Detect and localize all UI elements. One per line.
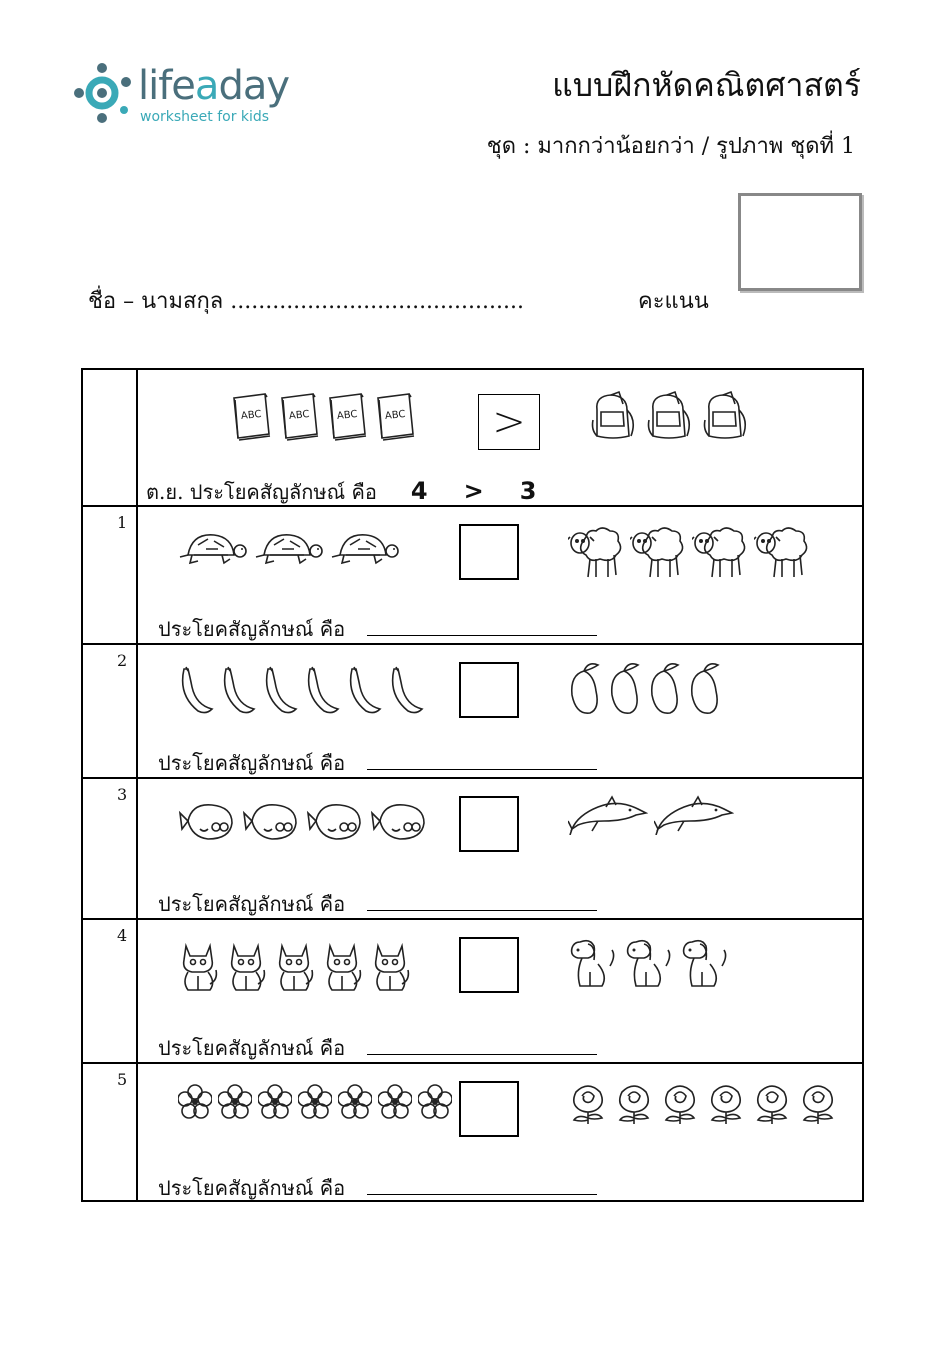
flower-icon — [418, 1084, 452, 1126]
sentence-label: ประโยคสัญลักษณ์ คือ — [158, 1036, 346, 1060]
right-picture-group — [568, 661, 722, 721]
svg-text:ABC: ABC — [336, 408, 358, 423]
answer-blank[interactable] — [367, 1193, 597, 1195]
example-answer-symbol: > — [463, 477, 484, 505]
question-number: 1 — [117, 513, 128, 532]
sheep-icon — [568, 523, 624, 585]
question-row — [83, 505, 862, 645]
example-left-group — [231, 390, 417, 446]
backpack-icon — [645, 390, 695, 446]
right-picture-group — [568, 523, 810, 585]
flower-icon — [218, 1084, 252, 1126]
turtle-icon — [178, 527, 248, 573]
left-picture-group — [178, 527, 400, 573]
sentence-label: ประโยคสัญลักษณ์ คือ — [158, 1176, 346, 1200]
question-number: 5 — [117, 1070, 128, 1089]
mango-icon — [568, 661, 602, 721]
fish-icon — [306, 799, 364, 847]
left-picture-group — [178, 799, 428, 847]
example-sentence-label: ต.ย. ประโยคสัญลักษณ์ คือ — [146, 480, 377, 504]
symbol-sentence — [158, 888, 597, 920]
example-right-number: 3 — [519, 477, 537, 505]
book-icon — [279, 390, 321, 446]
right-picture-group — [568, 936, 730, 994]
banana-icon — [220, 665, 256, 721]
symbol-sentence — [158, 1032, 597, 1064]
banana-icon — [304, 665, 340, 721]
rose-icon — [706, 1080, 746, 1130]
banana-icon — [262, 665, 298, 721]
answer-symbol-box[interactable] — [459, 796, 519, 852]
answer-blank[interactable] — [367, 768, 597, 770]
example-sentence — [146, 476, 572, 508]
example-left-number: 4 — [410, 477, 428, 505]
answer-symbol-box[interactable] — [459, 1081, 519, 1137]
flower-icon — [378, 1084, 412, 1126]
cat-icon — [322, 940, 364, 996]
banana-icon — [178, 665, 214, 721]
flower-icon — [258, 1084, 292, 1126]
fish-icon — [242, 799, 300, 847]
dolphin-icon — [568, 795, 648, 839]
svg-text:ABC: ABC — [288, 408, 310, 423]
question-row — [83, 643, 862, 779]
rose-icon — [752, 1080, 792, 1130]
page-subtitle: ชุด : มากกว่าน้อยกว่า / รูปภาพ ชุดที่ 1 — [486, 134, 855, 159]
sentence-label: ประโยคสัญลักษณ์ คือ — [158, 751, 346, 775]
cat-icon — [178, 940, 220, 996]
name-field[interactable]: ชื่อ – นามสกุล .......................................... — [88, 289, 524, 314]
mango-icon — [648, 661, 682, 721]
dog-icon — [680, 936, 730, 994]
right-picture-group — [568, 795, 734, 839]
rose-icon — [614, 1080, 654, 1130]
question-number: 3 — [117, 785, 128, 804]
rose-icon — [568, 1080, 608, 1130]
left-picture-group — [178, 940, 412, 996]
book-icon — [375, 390, 417, 446]
cat-icon — [370, 940, 412, 996]
mango-icon — [688, 661, 722, 721]
book-icon — [327, 390, 369, 446]
symbol-sentence — [158, 613, 597, 645]
example-answer — [411, 477, 573, 505]
fish-icon — [370, 799, 428, 847]
book-icon — [231, 390, 273, 446]
logo-tagline: worksheet for kids — [140, 109, 270, 125]
question-row — [83, 777, 862, 920]
sheep-icon — [692, 523, 748, 585]
banana-icon — [346, 665, 382, 721]
backpack-icon — [701, 390, 751, 446]
symbol-sentence — [158, 1172, 597, 1204]
flower-icon — [298, 1084, 332, 1126]
turtle-icon — [254, 527, 324, 573]
left-picture-group — [178, 665, 424, 721]
dolphin-icon — [654, 795, 734, 839]
example-right-group — [589, 390, 751, 446]
answer-symbol-box[interactable] — [459, 524, 519, 580]
logo-brand: lifeaday — [138, 63, 290, 109]
symbol-sentence — [158, 747, 597, 779]
answer-symbol-box[interactable] — [459, 662, 519, 718]
flower-icon — [338, 1084, 372, 1126]
sentence-label: ประโยคสัญลักษณ์ คือ — [158, 892, 346, 916]
cat-icon — [274, 940, 316, 996]
mango-icon — [608, 661, 642, 721]
turtle-icon — [330, 527, 400, 573]
rose-icon — [660, 1080, 700, 1130]
example-row — [83, 370, 862, 507]
flower-icon — [178, 1084, 212, 1126]
dog-icon — [568, 936, 618, 994]
answer-blank[interactable] — [367, 634, 597, 636]
sheep-icon — [630, 523, 686, 585]
backpack-icon — [589, 390, 639, 446]
answer-blank[interactable] — [367, 1053, 597, 1055]
answer-blank[interactable] — [367, 909, 597, 911]
question-row — [83, 1062, 862, 1202]
lifeaday-logo — [72, 60, 312, 130]
exercise-table — [81, 368, 864, 1202]
sentence-label: ประโยคสัญลักษณ์ คือ — [158, 617, 346, 641]
left-picture-group — [178, 1084, 452, 1126]
molecule-logo-icon — [72, 60, 134, 124]
question-number: 4 — [117, 926, 128, 945]
cat-icon — [226, 940, 268, 996]
rose-icon — [798, 1080, 838, 1130]
page-title: แบบฝึกหัดคณิตศาสตร์ — [552, 66, 861, 104]
score-label: คะแนน — [638, 289, 709, 314]
answer-symbol-box[interactable] — [459, 937, 519, 993]
right-picture-group — [568, 1080, 838, 1130]
question-number: 2 — [117, 651, 128, 670]
svg-text:ABC: ABC — [240, 408, 262, 423]
score-box[interactable] — [738, 193, 862, 291]
fish-icon — [178, 799, 236, 847]
example-symbol-box: > — [478, 394, 540, 450]
sheep-icon — [754, 523, 810, 585]
question-row — [83, 918, 862, 1064]
dog-icon — [624, 936, 674, 994]
banana-icon — [388, 665, 424, 721]
svg-text:ABC: ABC — [384, 408, 406, 423]
